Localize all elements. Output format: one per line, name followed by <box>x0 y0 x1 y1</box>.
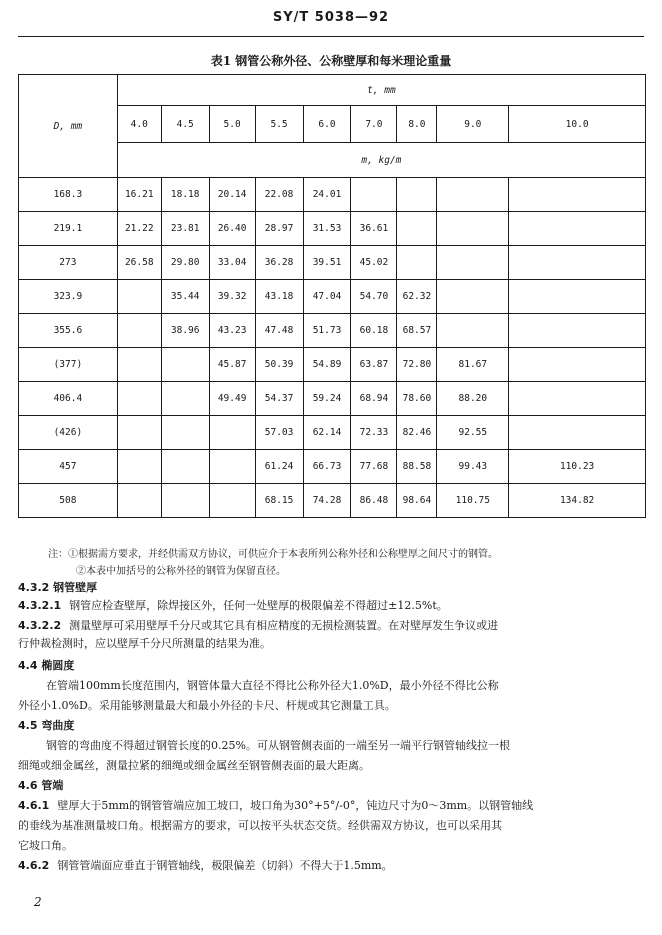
weight-cell: 99.43 <box>437 450 509 484</box>
weight-cell: 24.01 <box>303 178 351 212</box>
weight-cell: 36.28 <box>255 246 303 280</box>
weight-cell <box>117 280 161 314</box>
weight-cell <box>209 484 255 518</box>
weight-cell <box>437 246 509 280</box>
outer-diameter-cell: 355.6 <box>19 314 118 348</box>
section-4-4-line-1: 在管端100mm长度范围内，钢管体量大直径不得比公称外径大1.0%D，最小外径不得比公称 <box>46 679 499 692</box>
outer-diameter-cell: (377) <box>19 348 118 382</box>
t-value-header: 10.0 <box>509 106 646 143</box>
table-row <box>19 314 646 348</box>
section-4-3-2-2-cont: 行仲裁检测时，应以壁厚千分尺所测量的结果为准。 <box>18 637 271 650</box>
outer-diameter-cell: 508 <box>19 484 118 518</box>
weight-cell <box>437 314 509 348</box>
weight-cell <box>117 348 161 382</box>
weight-cell <box>509 416 646 450</box>
weight-cell <box>161 348 209 382</box>
section-4-4-line-2: 外径小1.0%D。采用能够测量最大和最小外径的卡尺、杆规或其它测量工具。 <box>18 699 396 712</box>
weight-cell <box>509 280 646 314</box>
weight-cell <box>509 348 646 382</box>
weight-cell: 60.18 <box>351 314 397 348</box>
weight-cell: 88.58 <box>397 450 437 484</box>
weight-cell: 61.24 <box>255 450 303 484</box>
weight-cell: 21.22 <box>117 212 161 246</box>
section-4-4-title: 4.4 椭圆度 <box>18 659 75 672</box>
weight-cell <box>437 178 509 212</box>
weight-cell: 23.81 <box>161 212 209 246</box>
section-4-6-title: 4.6 管端 <box>18 779 64 792</box>
weight-cell: 86.48 <box>351 484 397 518</box>
d-column-header: D, mm <box>19 75 118 178</box>
weight-cell: 45.87 <box>209 348 255 382</box>
t-value-header: 4.0 <box>117 106 161 143</box>
outer-diameter-cell: 273 <box>19 246 118 280</box>
standard-number: SY/T 5038—92 <box>272 10 390 25</box>
weight-cell <box>209 416 255 450</box>
weight-cell <box>117 382 161 416</box>
outer-diameter-cell: (426) <box>19 416 118 450</box>
weight-cell: 110.23 <box>509 450 646 484</box>
weight-cell: 72.80 <box>397 348 437 382</box>
section-4-3-2-1 <box>18 598 644 614</box>
table-note-1: 注：①根据需方要求，并经供需双方协议，可供应介于本表所列公称外径和公称壁厚之间尺寸的钢管。 <box>48 549 498 560</box>
weight-cell: 68.15 <box>255 484 303 518</box>
weight-cell: 74.28 <box>303 484 351 518</box>
weight-cell: 35.44 <box>161 280 209 314</box>
weight-cell <box>397 178 437 212</box>
table-row <box>19 246 646 280</box>
t-value-header: 5.5 <box>255 106 303 143</box>
weight-cell: 47.48 <box>255 314 303 348</box>
weight-cell <box>509 178 646 212</box>
weight-cell <box>397 246 437 280</box>
weight-cell: 47.04 <box>303 280 351 314</box>
page-number: 2 <box>34 895 42 909</box>
weight-cell: 45.02 <box>351 246 397 280</box>
t-value-header: 8.0 <box>397 106 437 143</box>
weight-cell <box>437 212 509 246</box>
weight-cell: 22.08 <box>255 178 303 212</box>
section-4-6-1-line-2: 的垂线为基准测量坡口角。根据需方的要求，可以按平头状态交货。经供需双方协议，也可以采用其 <box>18 819 502 832</box>
outer-diameter-cell: 457 <box>19 450 118 484</box>
weight-cell: 77.68 <box>351 450 397 484</box>
weight-cell: 29.80 <box>161 246 209 280</box>
weight-cell: 68.94 <box>351 382 397 416</box>
table-row <box>19 348 646 382</box>
weight-cell: 38.96 <box>161 314 209 348</box>
t-value-header: 4.5 <box>161 106 209 143</box>
outer-diameter-cell: 406.4 <box>19 382 118 416</box>
weight-cell: 49.49 <box>209 382 255 416</box>
weight-cell: 110.75 <box>437 484 509 518</box>
t-header: t, mm <box>117 75 645 106</box>
outer-diameter-cell: 219.1 <box>19 212 118 246</box>
weight-cell: 39.51 <box>303 246 351 280</box>
weight-cell: 28.97 <box>255 212 303 246</box>
weight-cell <box>117 416 161 450</box>
weight-cell <box>161 382 209 416</box>
weight-cell <box>209 450 255 484</box>
weight-cell: 63.87 <box>351 348 397 382</box>
weight-cell: 20.14 <box>209 178 255 212</box>
clause-number: 4.3.2.2 <box>18 619 62 632</box>
weight-cell: 78.60 <box>397 382 437 416</box>
weight-cell <box>509 382 646 416</box>
weight-cell: 26.58 <box>117 246 161 280</box>
weight-cell <box>509 246 646 280</box>
weight-cell: 36.61 <box>351 212 397 246</box>
header-rule <box>18 36 644 37</box>
weight-cell: 59.24 <box>303 382 351 416</box>
weight-cell: 54.37 <box>255 382 303 416</box>
t-value-header: 9.0 <box>437 106 509 143</box>
clause-text: 钢管管端面应垂直于钢管轴线，极限偏差（切斜）不得大于1.5mm。 <box>57 859 393 872</box>
t-value-header: 7.0 <box>351 106 397 143</box>
table-row <box>19 382 646 416</box>
weight-cell: 39.32 <box>209 280 255 314</box>
clause-number: 4.6.2 <box>18 859 50 872</box>
weight-cell <box>397 212 437 246</box>
weight-cell: 26.40 <box>209 212 255 246</box>
clause-number: 4.3.2.1 <box>18 599 62 612</box>
weight-cell: 54.89 <box>303 348 351 382</box>
t-value-header: 6.0 <box>303 106 351 143</box>
weight-cell: 18.18 <box>161 178 209 212</box>
table-row <box>19 178 646 212</box>
weight-cell: 82.46 <box>397 416 437 450</box>
outer-diameter-cell: 323.9 <box>19 280 118 314</box>
weight-cell: 16.21 <box>117 178 161 212</box>
section-4-6-1 <box>18 798 644 814</box>
weight-cell <box>117 484 161 518</box>
weight-cell: 68.57 <box>397 314 437 348</box>
section-4-5-line-2: 细绳或细金属丝，测量拉紧的细绳或细金属丝至钢管侧表面的最大距离。 <box>18 759 370 772</box>
clause-number: 4.6.1 <box>18 799 50 812</box>
weight-cell: 33.04 <box>209 246 255 280</box>
pipe-weight-table <box>18 74 646 518</box>
weight-cell <box>437 280 509 314</box>
clause-text: 壁厚大于5mm的钢管管端应加工坡口，坡口角为30°+5°/-0°，钝边尺寸为0～3mm。以钢管轴线 <box>57 799 534 812</box>
weight-cell: 92.55 <box>437 416 509 450</box>
table-row <box>19 484 646 518</box>
weight-cell <box>161 450 209 484</box>
section-4-5-line-1: 钢管的弯曲度不得超过钢管长度的0.25%。可从钢管侧表面的一端至另一端平行钢管轴线拉一根 <box>46 739 510 752</box>
weight-cell <box>509 212 646 246</box>
table-row <box>19 212 646 246</box>
table-row <box>19 450 646 484</box>
weight-cell <box>161 484 209 518</box>
t-value-header: 5.0 <box>209 106 255 143</box>
clause-text: 测量壁厚可采用壁厚千分尺或其它具有相应精度的无损检测装置。在对壁厚发生争议或进 <box>69 619 499 632</box>
weight-cell <box>117 450 161 484</box>
table-note-2: ②本表中加括号的公称外径的钢管为保留直径。 <box>76 566 286 577</box>
weight-cell: 98.64 <box>397 484 437 518</box>
weight-cell: 54.70 <box>351 280 397 314</box>
weight-cell <box>161 416 209 450</box>
weight-cell: 57.03 <box>255 416 303 450</box>
weight-cell: 81.67 <box>437 348 509 382</box>
weight-cell: 31.53 <box>303 212 351 246</box>
section-4-6-2 <box>18 858 644 874</box>
weight-cell: 51.73 <box>303 314 351 348</box>
weight-cell: 43.18 <box>255 280 303 314</box>
weight-cell: 72.33 <box>351 416 397 450</box>
section-4-6-1-line-3: 它坡口角。 <box>18 839 73 852</box>
table-row <box>19 416 646 450</box>
weight-cell: 62.32 <box>397 280 437 314</box>
table-caption: 表1 钢管公称外径、公称壁厚和每米理论重量 <box>210 54 452 68</box>
weight-cell: 66.73 <box>303 450 351 484</box>
table-row <box>19 280 646 314</box>
section-4-3-2-2 <box>18 618 644 634</box>
weight-cell: 50.39 <box>255 348 303 382</box>
weight-cell: 43.23 <box>209 314 255 348</box>
clause-text: 钢管应检查壁厚，除焊接区外，任何一处壁厚的极限偏差不得超过±12.5%t。 <box>69 599 448 612</box>
weight-cell <box>351 178 397 212</box>
weight-cell <box>117 314 161 348</box>
m-header: m, kg/m <box>117 143 645 178</box>
weight-cell: 88.20 <box>437 382 509 416</box>
outer-diameter-cell: 168.3 <box>19 178 118 212</box>
weight-cell: 134.82 <box>509 484 646 518</box>
section-4-5-title: 4.5 弯曲度 <box>18 719 75 732</box>
weight-cell: 62.14 <box>303 416 351 450</box>
weight-cell <box>509 314 646 348</box>
section-4-3-2-title: 4.3.2 钢管壁厚 <box>18 581 98 594</box>
